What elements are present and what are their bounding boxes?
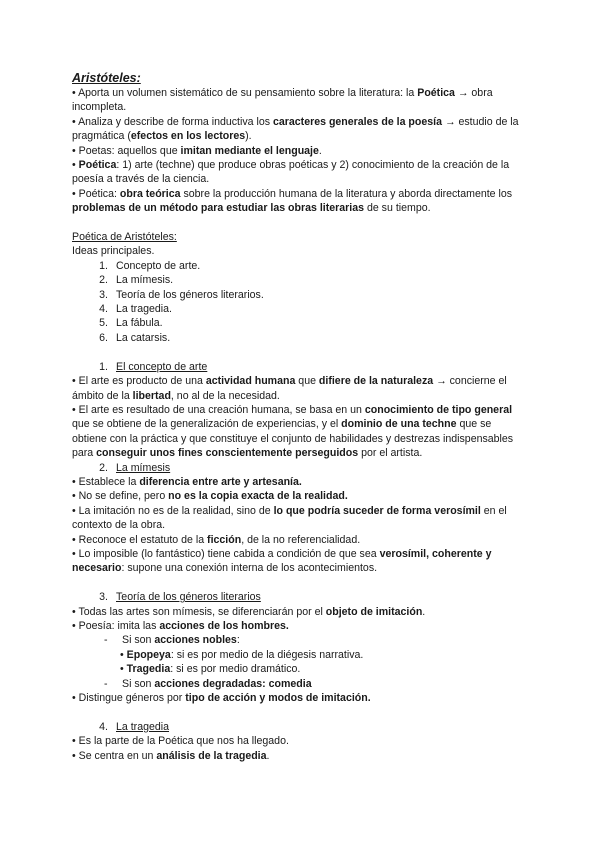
section-3-last: • Distingue géneros por tipo de acción y modos de imitación.	[72, 692, 371, 705]
paragraph-line: • Poetas: aquellos que imitan mediante el lenguaje.	[72, 144, 322, 157]
document-title: Aristóteles:	[72, 71, 141, 85]
document-page	[72, 70, 528, 763]
ideas-list	[72, 259, 528, 345]
section-3-dash-nobles: - Si son acciones nobles:	[104, 634, 240, 647]
paragraph-line: • Tragedia: si es por medio dramático.	[120, 663, 301, 676]
paragraph-line: • Poética: obra teórica sobre la producción humana de la literatura y aborda directamente los problemas de un método para estudiar las obras literarias de su tiempo.	[72, 187, 513, 215]
section-3-subitems	[72, 648, 528, 677]
paragraph-line: • Se centra en un análisis de la tragedia.	[72, 749, 270, 762]
intro-block	[72, 86, 528, 216]
paragraph-line: • Lo imposible (lo fantástico) tiene cabida a condición de que sea verosímil, coherente y necesario: supone una conexión interna de los acontecimientos.	[72, 547, 492, 575]
paragraph-line: • Analiza y describe de forma inductiva los caracteres generales de la poesía → estudio de la pragmática (efectos en los lectores).	[72, 115, 519, 143]
paragraph-line: • Poética: 1) arte (techne) que produce obras poéticas y 2) conocimiento de la creación de la poesía a través de la ciencia.	[72, 159, 510, 186]
paragraph-line: • No se define, pero no es la copia exacta de la realidad.	[72, 490, 348, 503]
idea-item: 1. Concepto de arte.	[99, 259, 201, 272]
section-3-body	[72, 605, 528, 634]
poetica-heading: Poética de Aristóteles:	[72, 231, 177, 244]
section-2-heading: 2. La mímesis	[99, 461, 171, 474]
paragraph-line: • Epopeya: si es por medio de la diégesis narrativa.	[120, 648, 364, 661]
paragraph-line: • La imitación no es de la realidad, sino de lo que podría suceder de forma verosímil en el contexto de la obra.	[72, 504, 507, 532]
paragraph-line: • Reconoce el estatuto de la ficción, de la no referencialidad.	[72, 533, 361, 546]
section-4-heading: 4. La tragedia	[99, 720, 170, 733]
section-4-body	[72, 734, 528, 763]
paragraph-line: • Poesía: imita las acciones de los hombres.	[72, 619, 289, 632]
idea-item: 3. Teoría de los géneros literarios.	[99, 288, 264, 301]
idea-item: 2. La mímesis.	[99, 274, 174, 287]
section-2-body	[72, 475, 528, 576]
idea-item: 6. La catarsis.	[99, 331, 171, 344]
paragraph-line: • El arte es producto de una actividad humana que difiere de la naturaleza → concierne el ámbito de la libertad, no al de la necesidad.	[72, 375, 507, 402]
paragraph-line: • Es la parte de la Poética que nos ha llegado.	[72, 735, 289, 748]
paragraph-line: • Aporta un volumen sistemático de su pensamiento sobre la literatura: la Poética → obra incompleta.	[72, 87, 493, 114]
section-3-dash-degradadas: - Si son acciones degradadas: comedia	[104, 677, 312, 690]
idea-item: 4. La tragedia.	[99, 303, 172, 316]
section-3-heading: 3. Teoría de los géneros literarios	[99, 591, 261, 604]
idea-item: 5. La fábula.	[99, 317, 163, 330]
paragraph-line: • El arte es resultado de una creación humana, se basa en un conocimiento de tipo general que se obtiene de la generalización de experiencias, y el dominio de una techne que se obtiene con la práctica y que constituye el conjunto de habilidades y destrezas indispensables para conseguir unos fines conscientemente perseguidos por el artista.	[72, 403, 514, 460]
paragraph-line: • Todas las artes son mímesis, se diferenciarán por el objeto de imitación.	[72, 605, 426, 618]
section-1-body	[72, 374, 528, 460]
section-1-heading: 1. El concepto de arte	[99, 360, 208, 373]
paragraph-line: • Establece la diferencia entre arte y artesanía.	[72, 475, 302, 488]
ideas-label: Ideas principales.	[72, 245, 155, 258]
